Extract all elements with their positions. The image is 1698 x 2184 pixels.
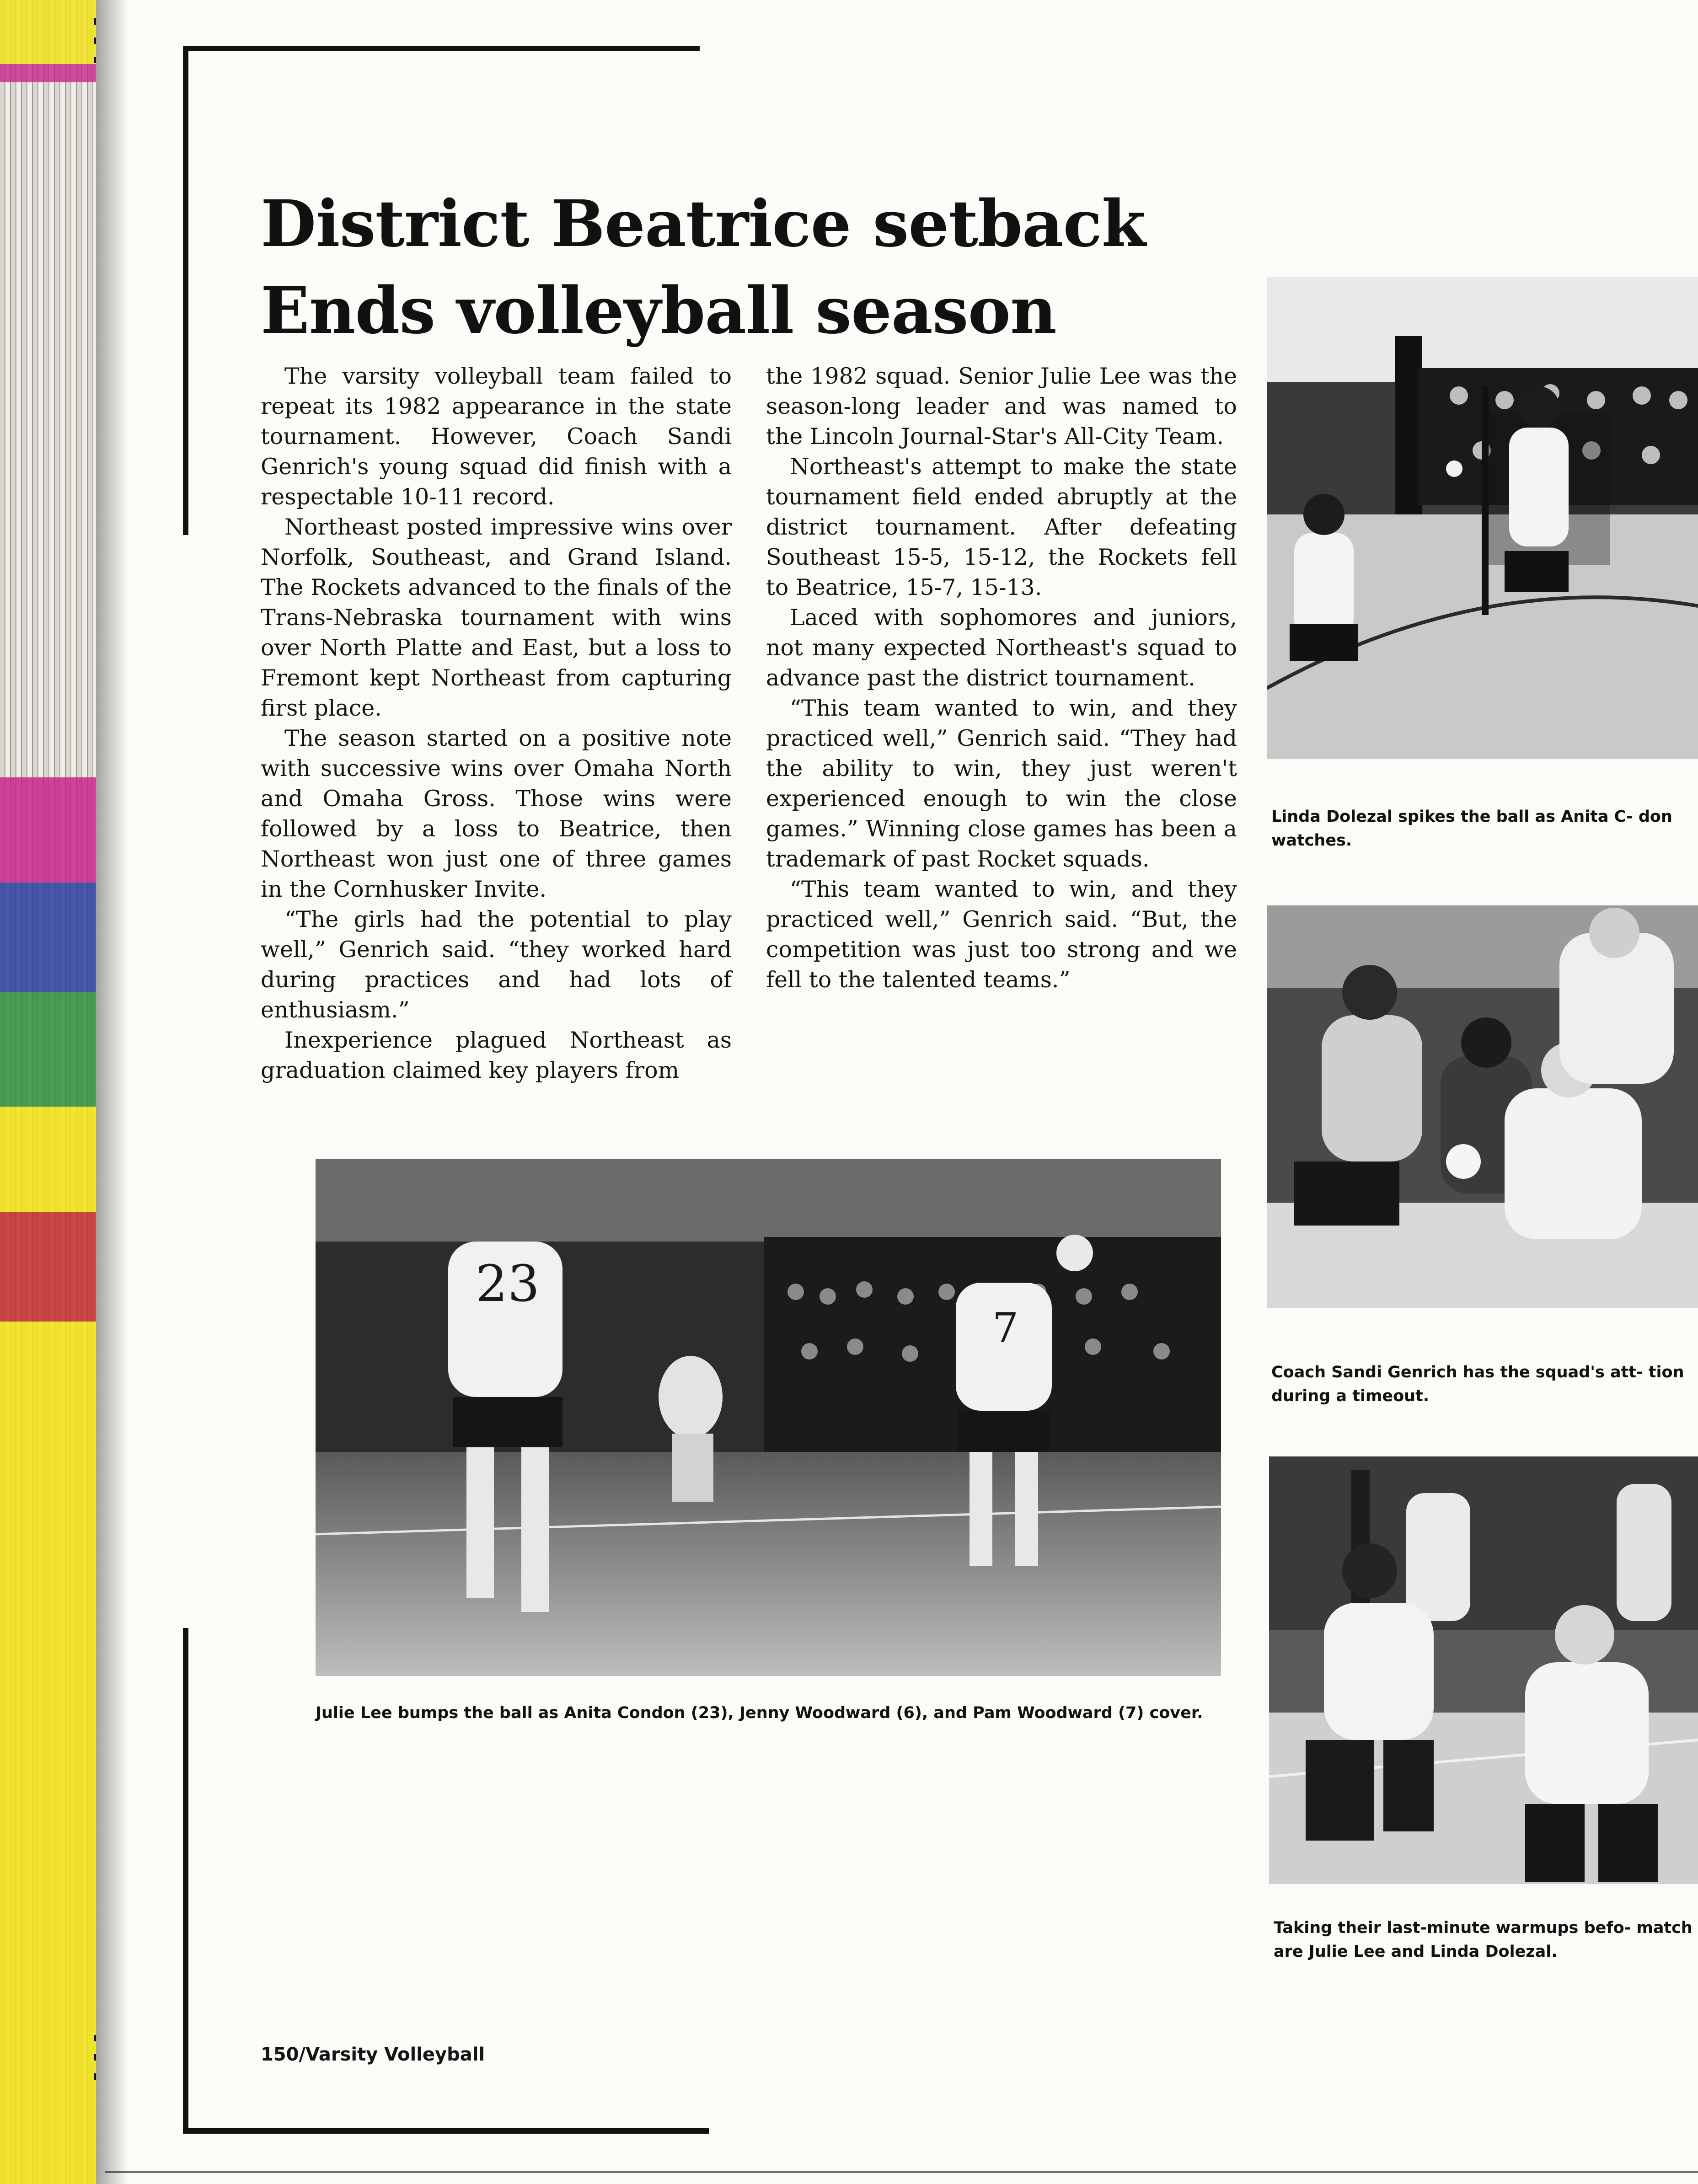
photo-main-bump: [316, 1159, 1221, 1676]
jersey-number-23: 23: [476, 1254, 540, 1313]
headline-line-2: Ends volleyball season: [261, 273, 1056, 348]
jersey-number-7: 7: [992, 1304, 1019, 1352]
photo-timeout: [1267, 905, 1698, 1308]
headline-line-1: District Beatrice setback: [261, 187, 1146, 262]
caption-main: Julie Lee bumps the ball as Anita Condon (23), Jenny Woodward (6), and Pam Woodward (7) cover.: [316, 1704, 1203, 1722]
headline: [261, 181, 1312, 354]
article-paragraph: “This team wanted to win, and they practiced well,” Genrich said. “But, the competition was just too strong and we fell to the talented teams.”: [766, 876, 1237, 993]
article-paragraph: “This team wanted to win, and they practiced well,” Genrich said. “They had the ability to win, they just weren't experienced enough to win the close games.” Winning close games has been a trademark of past Rocket squads.: [766, 695, 1237, 872]
page-folio: 150/Varsity Volleyball: [261, 2044, 485, 2065]
article-paragraph: Northeast posted impressive wins over Norfolk, Southeast, and Grand Island. The Rockets advanced to the finals of the Trans-Nebraska tournament with wins over North Platte and East, but a loss to Fremont kept Northeast from capturing first place.: [261, 514, 732, 721]
article-paragraph: the 1982 squad. Senior Julie Lee was the season-long leader and was named to the Lincoln Journal-Star's All-City Team.: [766, 363, 1237, 450]
frame-rule-top: [183, 46, 700, 51]
caption-spike: Linda Dolezal spikes the ball as Anita C- don watches.: [1271, 808, 1672, 850]
article-paragraph: Inexperience plagued Northeast as graduation claimed key players from: [261, 1027, 732, 1083]
photo-warmups: [1269, 1456, 1698, 1884]
article-column-1: [261, 361, 732, 1086]
frame-rule-left-upper: [183, 46, 188, 535]
article-paragraph: Laced with sophomores and juniors, not many expected Northeast's squad to advance past the district tournament.: [766, 605, 1237, 691]
frame-rule-bottom: [183, 2128, 709, 2134]
article-paragraph: “The girls had the potential to play well,” Genrich said. “they worked hard during practices and had lots of enthusiasm.”: [261, 906, 732, 1023]
caption-timeout: Coach Sandi Genrich has the squad's att- tion during a timeout.: [1271, 1363, 1684, 1405]
article-column-2: [766, 361, 1237, 995]
caption-warmups: Taking their last-minute warmups befo- match are Julie Lee and Linda Dolezal.: [1274, 1919, 1693, 1961]
frame-rule-left-lower: [183, 1628, 188, 2134]
gutter-shadow: [96, 0, 128, 2184]
page-bottom-edge: [105, 2171, 1698, 2173]
book-page-edges: [0, 0, 96, 2184]
article-paragraph: The varsity volleyball team failed to repeat its 1982 appearance in the state tournament. However, Coach Sandi Genrich's young squad did finish with a respectable 10-11 record.: [261, 363, 732, 510]
article-paragraph: The season started on a positive note with successive wins over Omaha North and Omaha Gross. Those wins were followed by a loss to Beatrice, then Northeast won just one of three games in the Cornhusker Invite.: [261, 725, 732, 902]
article-paragraph: Northeast's attempt to make the state tournament field ended abruptly at the district tournament. After defeating Southeast 15-5, 15-12, the Rockets fell to Beatrice, 15-7, 15-13.: [766, 454, 1237, 600]
photo-spike: [1267, 277, 1698, 759]
